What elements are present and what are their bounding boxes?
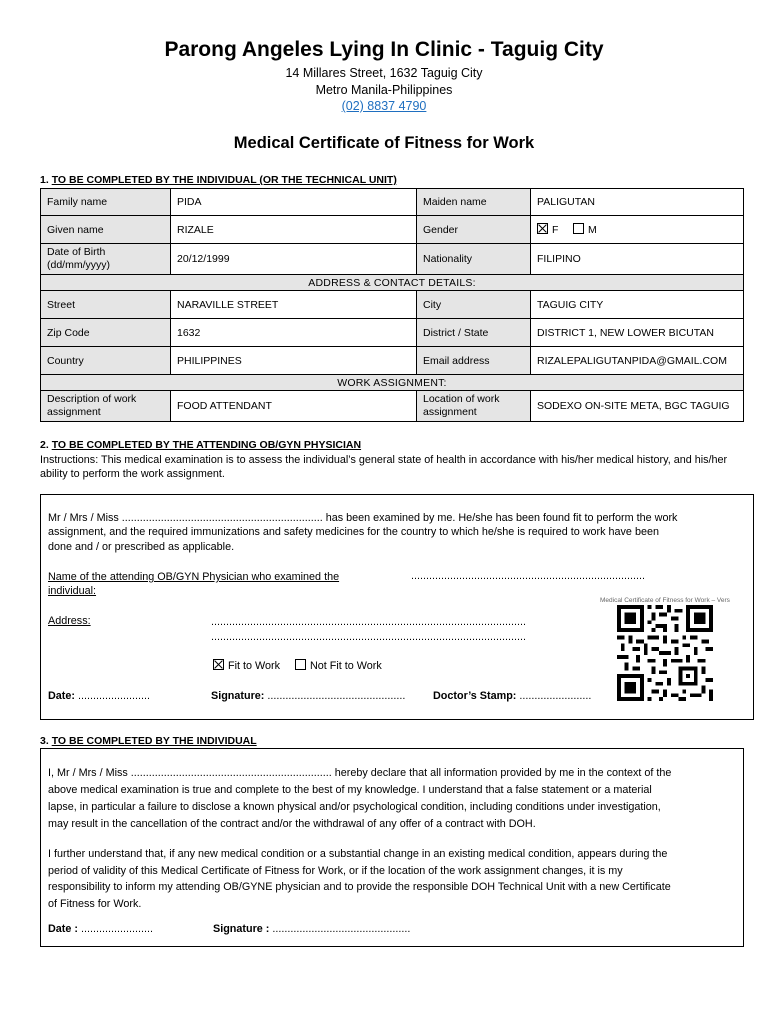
work-description-label: Description of work assignment [41,391,171,422]
table-row [41,275,744,291]
clinic-phone-link[interactable]: (02) 8837 4790 [341,99,427,113]
given-name-label: Given name [41,216,171,244]
section1-heading: 1. TO BE COMPLETED BY THE INDIVIDUAL (OR THE TECHNICAL UNIT) [40,174,397,186]
table-row [41,375,744,391]
street-value[interactable]: NARAVILLE STREET [171,291,417,319]
country-label: Country [41,347,171,375]
individual-date-label: Date : [48,923,78,935]
work-description-value[interactable]: FOOD ATTENDANT [171,391,417,422]
declaration-para2-line3: responsibility to inform my attending OB/GYNE physician and to provide the responsible DOH Technical Unit with a new Certificate [48,881,671,893]
physician-date-field[interactable]: ........................ [78,690,150,702]
individual-signature-row [213,922,410,936]
physician-statement-line3: done and / or prescribed as applicable. [48,541,235,553]
work-location-label: Location of work assignment [417,391,531,422]
zip-code-label: Zip Code [41,319,171,347]
table-row [41,244,744,275]
physician-signature-row [211,689,405,703]
clinic-name: Parong Angeles Lying In Clinic - Taguig City [164,38,604,61]
declaration-para1-line4: may result in the cancellation of the contract and/or the withdrawal of any offer of a contract with DOH. [48,818,536,830]
physician-address-field2[interactable]: ......................................................................................................... [211,631,526,643]
physician-name-field[interactable]: .............................................................................. [411,570,645,582]
table-row [41,291,744,319]
gender-m-label: M [588,224,597,236]
fit-to-work-checkbox[interactable] [213,659,224,670]
gender-m-checkbox[interactable] [573,223,584,234]
clinic-address-line2: Metro Manila-Philippines [315,83,453,97]
not-fit-to-work-label: Not Fit to Work [310,660,382,672]
family-name-value[interactable]: PIDA [171,189,417,216]
declaration-para2-line2: period of validity of this Medical Certificate of Fitness for Work, or if the location of the work assignment changes, it is my [48,865,623,877]
district-label: District / State [417,319,531,347]
city-value[interactable]: TAGUIG CITY [531,291,744,319]
table-row [41,347,744,375]
dob-value[interactable]: 20/12/1999 [171,244,417,275]
physician-name-label-line2: individual: [48,585,97,597]
table-row [41,189,744,216]
physician-statement-line2: assignment, and the required immunizations and safety medicines for the country to which he/she is required to work have been [48,526,659,538]
declaration-para1-line3: lapse, in particular a failure to disclose a known physical and/or psychological condition, including conditions under investigation, [48,801,661,813]
gender-label: Gender [417,216,531,244]
physician-statement-line1: Mr / Mrs / Miss ................................................................... has been examined by me. He/she has been found fit to perform the work [48,512,678,524]
doctor-stamp-field[interactable]: ........................ [519,690,592,702]
country-value[interactable]: PHILIPPINES [171,347,417,375]
nationality-value[interactable]: FILIPINO [531,244,744,275]
section2-heading: 2. TO BE COMPLETED BY THE ATTENDING OB/GYN PHYSICIAN [40,439,362,451]
certificate-title: Medical Certificate of Fitness for Work [233,134,535,152]
physician-date-label: Date: [48,690,75,702]
not-fit-to-work-checkbox[interactable] [295,659,306,670]
email-value[interactable]: RIZALEPALIGUTANPIDA@GMAIL.COM [531,347,744,375]
table-row [41,216,744,244]
individual-signature-field[interactable]: .............................................. [272,923,411,935]
family-name-label: Family name [41,189,171,216]
nationality-label: Nationality [417,244,531,275]
dob-label: Date of Birth (dd/mm/yyyy) [41,244,171,275]
given-name-value[interactable]: RIZALE [171,216,417,244]
physician-signature-field[interactable]: .............................................. [267,690,406,702]
section2-instructions: Instructions: This medical examination is to assess the individual’s general state of health in accordance with his/her medical history, and his/her ability to perform the work assignment. [40,454,728,480]
work-location-value[interactable]: SODEXO ON-SITE META, BGC TAGUIG [531,391,744,422]
district-value[interactable]: DISTRICT 1, NEW LOWER BICUTAN [531,319,744,347]
physician-date-row [48,689,150,703]
work-assignment-header: WORK ASSIGNMENT: [41,375,744,391]
fitness-options [213,659,382,673]
fit-to-work-label: Fit to Work [228,660,280,672]
street-label: Street [41,291,171,319]
table-row [41,391,744,422]
individual-details-table [40,188,744,422]
declaration-para1-line2: above medical examination is true and complete to the best of my knowledge. I understand that a false statement or a material [48,784,652,796]
declaration-para1-line1: I, Mr / Mrs / Miss ................................................................... hereby declare that all information provided by me in the context of the [48,767,672,779]
email-label: Email address [417,347,531,375]
declaration-para2-line1: I further understand that, if any new medical condition or a substantial change in an existing medical condition, appears during the [48,848,668,860]
city-label: City [417,291,531,319]
section3-heading: 3. TO BE COMPLETED BY THE INDIVIDUAL [40,735,257,747]
doctor-stamp-row [433,689,591,703]
gender-f-label: F [552,224,559,236]
physician-signature-label: Signature: [211,690,265,702]
individual-date-field[interactable]: ........................ [81,923,153,935]
table-row [41,319,744,347]
declaration-para2-line4: of Fitness for Work. [48,898,142,910]
zip-code-value[interactable]: 1632 [171,319,417,347]
maiden-name-label: Maiden name [417,189,531,216]
address-contact-header: ADDRESS & CONTACT DETAILS: [41,275,744,291]
qr-caption: Medical Certificate of Fitness for Work – Vers [600,597,730,604]
doctor-stamp-label: Doctor’s Stamp: [433,690,517,702]
gender-f-checkbox[interactable] [537,223,548,234]
physician-address-field1[interactable]: ......................................................................................................... [211,616,526,628]
individual-date-row [48,922,153,936]
clinic-address-line1: 14 Millares Street, 1632 Taguig City [285,66,483,80]
qr-code-icon [614,605,716,701]
physician-name-label: Name of the attending OB/GYN Physician who examined the [48,571,340,583]
physician-address-label: Address: [48,615,91,627]
gender-options [531,216,744,244]
individual-signature-label: Signature : [213,923,270,935]
maiden-name-value[interactable]: PALIGUTAN [531,189,744,216]
